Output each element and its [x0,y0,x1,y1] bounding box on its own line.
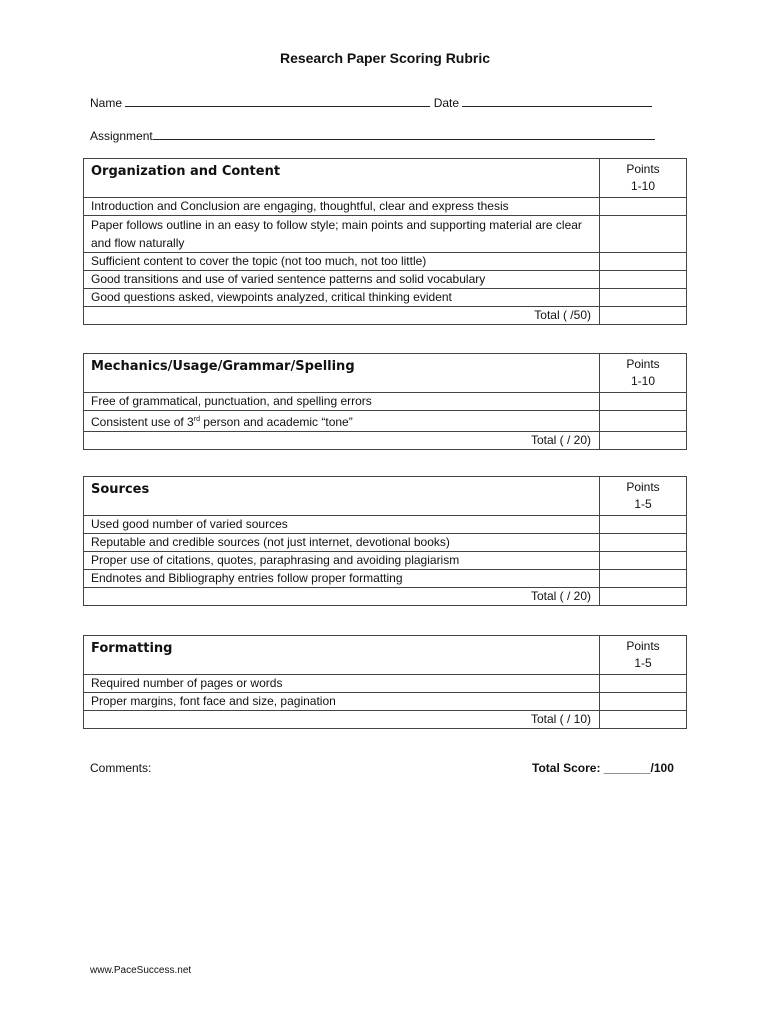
name-field[interactable] [125,95,430,107]
assignment-line [90,128,655,143]
section-heading: Sources [84,477,600,516]
date-field[interactable] [462,95,652,107]
total-cell[interactable] [600,711,687,729]
section-total: Total ( / 20) [84,588,600,606]
section-mechanics [83,353,687,450]
date-label: Date [433,96,460,110]
total-cell[interactable] [600,588,687,606]
score-cell[interactable] [600,552,687,570]
criterion: Consistent use of 3rd person and academic “tone” [84,411,600,432]
score-cell[interactable] [600,216,687,253]
criterion: Good questions asked, viewpoints analyzed, critical thinking evident [84,289,600,307]
section-total: Total ( / 20) [84,432,600,450]
points-header: Points 1-10 [600,159,687,198]
criterion: Endnotes and Bibliography entries follow proper formatting [84,570,600,588]
criterion: Proper use of citations, quotes, paraphrasing and avoiding plagiarism [84,552,600,570]
name-label: Name [90,96,123,110]
section-heading: Formatting [84,636,600,675]
points-header: Points 1-10 [600,354,687,393]
score-cell[interactable] [600,693,687,711]
section-sources [83,476,687,606]
total-cell[interactable] [600,307,687,325]
page-title: Research Paper Scoring Rubric [279,50,491,66]
assignment-label: Assignment [90,129,153,143]
name-date-line [90,95,652,110]
criterion: Required number of pages or words [84,675,600,693]
score-cell[interactable] [600,675,687,693]
points-header: Points 1-5 [600,636,687,675]
criterion: Paper follows outline in an easy to follow style; main points and supporting material are clear and flow naturally [84,216,600,253]
section-heading: Mechanics/Usage/Grammar/Spelling [84,354,600,393]
criterion: Proper margins, font face and size, pagination [84,693,600,711]
section-heading: Organization and Content [84,159,600,198]
score-cell[interactable] [600,253,687,271]
section-formatting [83,635,687,729]
total-score: Total Score: _______/100 [532,761,674,775]
footer-url: www.PaceSuccess.net [90,965,192,976]
criterion: Reputable and credible sources (not just internet, devotional books) [84,534,600,552]
assignment-field[interactable] [153,128,655,140]
score-cell[interactable] [600,534,687,552]
score-cell[interactable] [600,411,687,432]
score-cell[interactable] [600,570,687,588]
criterion: Used good number of varied sources [84,516,600,534]
points-header: Points 1-5 [600,477,687,516]
score-cell[interactable] [600,516,687,534]
section-organization [83,158,687,325]
total-cell[interactable] [600,432,687,450]
score-cell[interactable] [600,393,687,411]
score-cell[interactable] [600,198,687,216]
criterion: Free of grammatical, punctuation, and spelling errors [84,393,600,411]
criterion: Sufficient content to cover the topic (not too much, not too little) [84,253,600,271]
comments-label: Comments: [90,761,152,775]
section-total: Total ( / 10) [84,711,600,729]
criterion: Introduction and Conclusion are engaging, thoughtful, clear and express thesis [84,198,600,216]
score-cell[interactable] [600,289,687,307]
criterion: Good transitions and use of varied sentence patterns and solid vocabulary [84,271,600,289]
score-cell[interactable] [600,271,687,289]
section-total: Total ( /50) [84,307,600,325]
